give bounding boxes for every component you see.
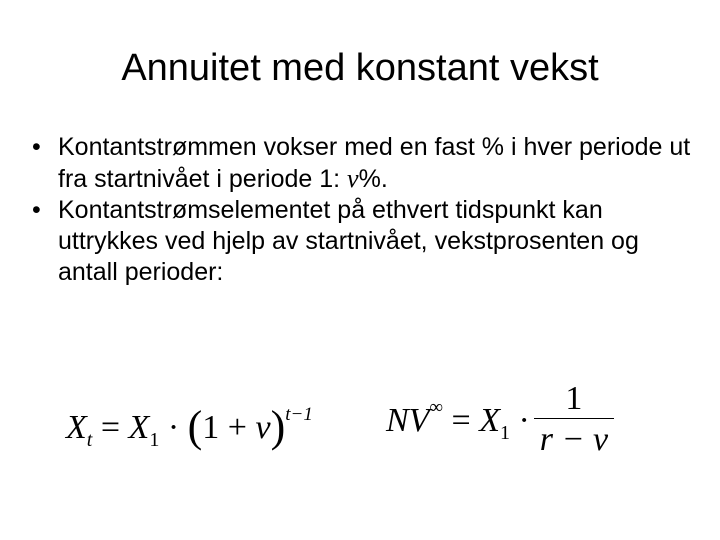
bullet-list <box>30 132 700 288</box>
bullet-text: Kontantstrømselementet på ethvert tidspunkt kan uttrykkes ved hjelp av startnivået, vekstprosenten og antall perioder: <box>58 196 639 286</box>
formula-exponent: t−1 <box>285 404 313 425</box>
slide-title: Annuitet med konstant vekst <box>121 47 599 89</box>
bullet-text-suffix: %. <box>358 165 388 193</box>
formula-cashflow-element <box>66 402 313 451</box>
formula-variable: X <box>479 401 500 439</box>
formula-equals: = <box>443 401 480 439</box>
bullet-item-element <box>30 195 700 288</box>
bullet-text: Kontantstrømmen vokser med en fast % i hver periode ut fra startnivået i periode 1: <box>58 133 691 193</box>
growth-rate-symbol: v <box>347 164 359 193</box>
formula-plus: + <box>219 409 256 446</box>
formula-dot: · <box>159 409 188 446</box>
fraction-denominator: r − v <box>534 418 614 457</box>
formula-variable: X <box>128 409 150 446</box>
formula-left-side <box>386 396 530 444</box>
bullet-item-growth <box>30 132 700 195</box>
formula-subscript: t <box>86 429 93 451</box>
formula-variable: X <box>66 409 87 446</box>
formula-dot: · <box>509 401 530 439</box>
bullet-marker: • <box>32 196 41 224</box>
fraction-numerator: 1 <box>565 380 583 417</box>
formula-present-value <box>386 382 614 457</box>
formula-equals: = <box>92 409 129 446</box>
formula-superscript: ∞ <box>429 396 443 418</box>
formula-paren: ( <box>187 402 203 451</box>
formula-variable: NV <box>386 401 430 439</box>
formula-fraction <box>534 382 614 457</box>
formula-variable: v <box>255 409 271 446</box>
formula-paren: ) <box>270 402 286 451</box>
bullet-marker: • <box>32 133 41 161</box>
formula-subscript: 1 <box>499 421 510 444</box>
formula-number: 1 <box>202 409 220 446</box>
formula-subscript: 1 <box>149 429 160 451</box>
